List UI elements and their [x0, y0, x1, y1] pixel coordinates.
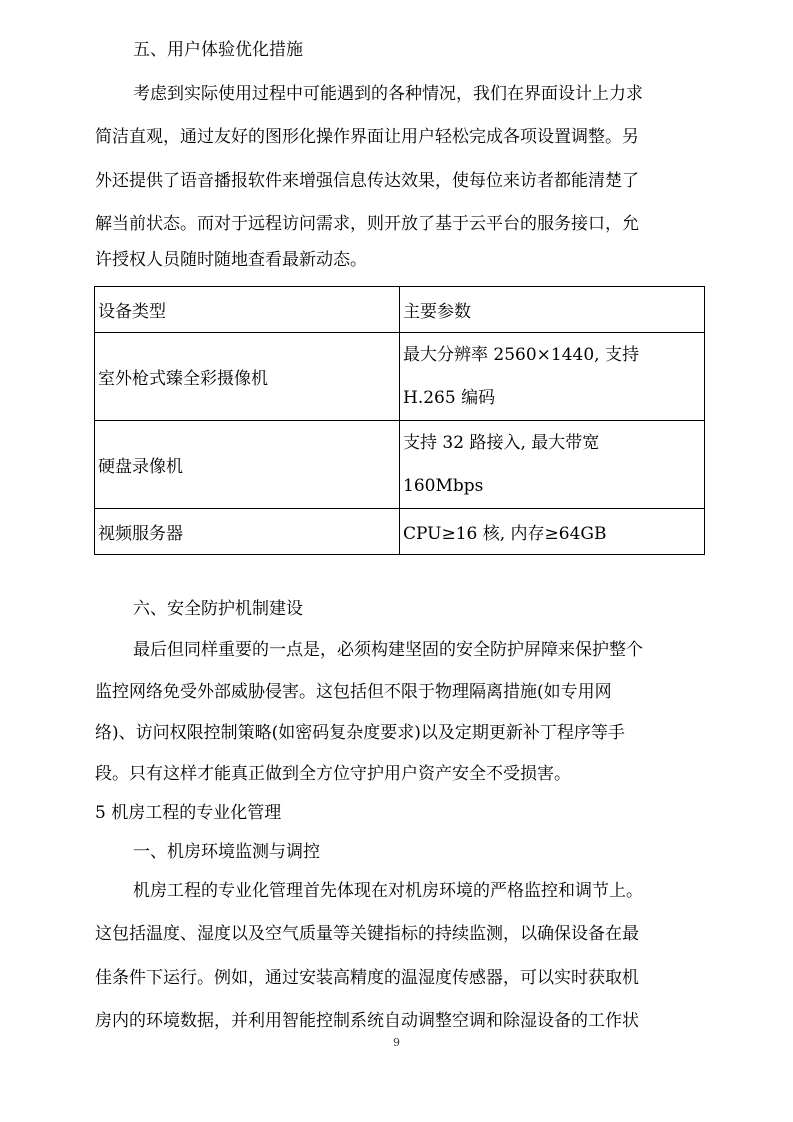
- equipment-table: [94, 286, 705, 555]
- section-heading-environment: 一、机房环境监测与调控: [133, 842, 320, 862]
- paragraph-line: 最后但同样重要的一点是，必须构建坚固的安全防护屏障来保护整个: [133, 640, 643, 660]
- paragraph-line: 段。只有这样才能真正做到全方位守护用户资产安全不受损害。: [95, 764, 571, 784]
- table-cell-params: [400, 421, 705, 509]
- table-row: [95, 333, 705, 421]
- table-cell-device-type: 硬盘录像机: [95, 421, 400, 509]
- section-heading-user-experience: 五、用户体验优化措施: [133, 40, 303, 60]
- paragraph-line: 简洁直观，通过友好的图形化操作界面让用户轻松完成各项设置调整。另: [95, 127, 639, 147]
- paragraph-line: 这包括温度、湿度以及空气质量等关键指标的持续监测，以确保设备在最: [95, 924, 639, 944]
- table-row: [95, 421, 705, 509]
- table-header-cell: 主要参数: [400, 287, 705, 333]
- paragraph-line: 房内的环境数据，并利用智能控制系统自动调整空调和除湿设备的工作状: [95, 1011, 639, 1031]
- paragraph-line: 机房工程的专业化管理首先体现在对机房环境的严格监控和调节上。: [133, 881, 643, 901]
- paragraph-line: 外还提供了语音播报软件来增强信息传达效果，使每位来访者都能清楚了: [95, 171, 639, 191]
- table-cell-params-line: 支持 32 路接入, 最大带宽: [403, 433, 600, 453]
- paragraph-line: 许授权人员随时随地查看最新动态。: [95, 250, 367, 270]
- paragraph-line: 解当前状态。而对于远程访问需求，则开放了基于云平台的服务接口，允: [95, 214, 639, 234]
- table-cell-device-type: 室外枪式臻全彩摄像机: [95, 333, 400, 421]
- table-cell-params: CPU≥16 核, 内存≥64GB: [400, 509, 705, 555]
- table-row: [95, 509, 705, 555]
- table-header-row: [95, 287, 705, 333]
- chapter-heading: 5 机房工程的专业化管理: [95, 803, 282, 823]
- table-cell-params-line: 160Mbps: [403, 476, 484, 496]
- paragraph-line: 络)、访问权限控制策略(如密码复杂度要求)以及定期更新补丁程序等手: [95, 723, 625, 743]
- section-heading-security: 六、安全防护机制建设: [133, 599, 303, 619]
- paragraph-line: 考虑到实际使用过程中可能遇到的各种情况，我们在界面设计上力求: [133, 84, 643, 104]
- table-cell-params-line: H.265 编码: [403, 388, 496, 408]
- table-cell-device-type: 视频服务器: [95, 509, 400, 555]
- paragraph-line: 佳条件下运行。例如，通过安装高精度的温湿度传感器，可以实时获取机: [95, 968, 639, 988]
- paragraph-line: 监控网络免受外部威胁侵害。这包括但不限于物理隔离措施(如专用网: [95, 682, 612, 702]
- table-header-cell: 设备类型: [95, 287, 400, 333]
- table-cell-params: [400, 333, 705, 421]
- table-cell-params-line: 最大分辨率 2560×1440, 支持: [403, 345, 639, 365]
- page-number: 9: [393, 1036, 400, 1049]
